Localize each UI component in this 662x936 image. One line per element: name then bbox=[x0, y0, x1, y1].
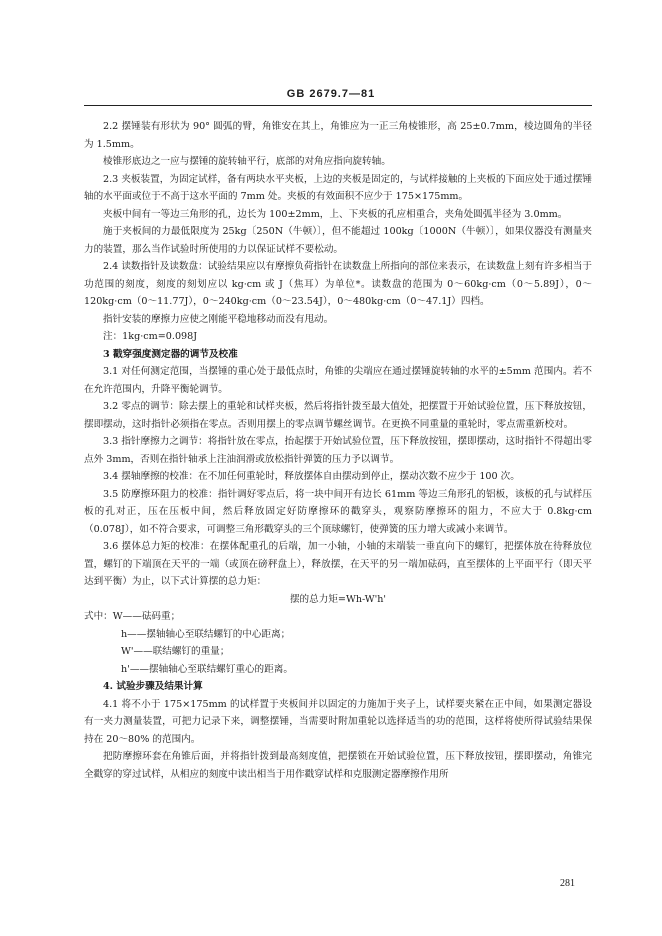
paragraph: 3.5 防摩擦环阻力的校准：指针调好零点后，将一块中间开有边长 61mm 等边三角形孔的铝板，该板的孔与试样压板的孔对正，压在压板中间，然后释放固定好防摩擦环的戳穿头，观察防摩擦环的阻力，不应大于 0.8kg·cm（0.078J），如不符合要求，可调整三角形戳穿头的三个顶球螺钉，使弹簧的压力增大或减小来调节。 bbox=[84, 488, 592, 535]
paragraph: 4.1 将不小于 175×175mm 的试样置于夹板间并以固定的力施加于夹子上，试样要夹紧在正中间，如果测定器设有一夹力测量装置，可把力记录下来，调整摆锤，当需要时附加重轮以选择适当的功的范围，这样将使所得试验结果保持在 20～80% 的范围内。 bbox=[84, 698, 592, 745]
formula: 摆的总力矩=Wh-W'h' bbox=[289, 593, 387, 605]
paragraph: 夹板中间有一等边三角形的孔，边长为 100±2mm，上、下夹板的孔应相重合，夹角处圆弧半径为 3.0mm。 bbox=[103, 208, 568, 220]
definition-item: W'——联结螺钉的重量； bbox=[121, 646, 230, 657]
paragraph: 2.2 摆锤装有形状为 90° 圆弧的臂，角锥安在其上，角锥应为一正三角棱锥形，高 25±0.7mm，棱边圆角的半径为 1.5mm。 bbox=[84, 121, 592, 150]
paragraph: 棱锥形底边之一应与摆锤的旋转轴平行，底部的对角应指向旋转轴。 bbox=[103, 156, 391, 167]
note: 注：1kg·cm=0.098J bbox=[103, 331, 198, 342]
header-rule bbox=[84, 105, 592, 106]
paragraph: 2.3 夹板装置，为固定试样，备有两块水平夹板，上边的夹板是固定的，与试样接触的上夹板的下面应处于通过摆锤轴的水平面或位于不高于这水平面的 7mm 处。夹板的有效面积不应少于 175×175mm。 bbox=[84, 173, 592, 202]
paragraph: 把防摩擦环套在角锥后面，并将指针拨到最高刻度值，把摆锁在开始试验位置，压下释放按钮，摆即摆动，角锥完全戳穿的穿过试样，从相应的刻度中读出相当于用作戳穿试样和克服测定器摩擦作用所 bbox=[84, 751, 592, 780]
definition-item: 式中：W——砝码重； bbox=[84, 611, 181, 622]
paragraph: 3.4 摆轴摩擦的校准：在不加任何重轮时，释放摆体自由摆动到停止，摆动次数不应少于 100 次。 bbox=[103, 471, 520, 482]
paragraph: 3.3 指针摩擦力之调节：将指针放在零点，抬起摆于开始试验位置，压下释放按钮，摆即摆动，这时指针不得超出零点外 3mm，否则在指针轴承上注油润滑或放松指针弹簧的压力予以调节。 bbox=[84, 436, 592, 465]
paragraph: 指针安装的摩擦力应使之刚能平稳地移动而没有甩动。 bbox=[103, 313, 334, 325]
section-heading: 3 戳穿强度测定器的调节及校准 bbox=[103, 348, 238, 360]
document-body bbox=[84, 118, 592, 783]
paragraph: 3.1 对任何测定范围，当摆锤的重心处于最低点时，角锥的尖端应在通过摆锤旋转轴的水平的±5mm 范围内。若不在允许范围内，升降平衡轮调节。 bbox=[84, 366, 592, 395]
definition-item: h'——摆轴轴心至联结螺钉重心的距离。 bbox=[121, 663, 293, 675]
definition-item: h——摆轴轴心至联结螺钉的中心距离； bbox=[121, 628, 291, 640]
section-heading: 4. 试验步骤及结果计算 bbox=[103, 681, 203, 692]
page-number: 281 bbox=[560, 878, 575, 889]
paragraph: 施于夹板间的力最低限度为 25kg〔250N（牛顿）〕，但不能超过 100kg〔1000N（牛顿）〕，如果仪器没有测量夹力的装置，那么当作试验时所使用的力以保证试样不要松动。 bbox=[84, 226, 592, 255]
paragraph: 2.4 读数指针及读数盘：试验结果应以有摩擦负荷指针在读数盘上所指向的部位来表示，在读数盘上刻有许多相当于功范围的刻度，刻度的刻划应以 kg·cm 或 J（焦耳）为单位*。读数盘的范围为 0～60kg·cm（0～5.89J），0～120kg·cm（0～11.77J），0～240kg·cm（0～23.54J），0～480kg·cm（0～47.1J）四档。 bbox=[84, 261, 592, 307]
paragraph: 3.2 零点的调节：除去摆上的重轮和试样夹板，然后将指针拨至最大值处，把摆置于开始试验位置，压下释放按钮，摆即摆动，这时指针必须指在零点。否则用摆上的零点调节螺丝调节。在更换不同重量的重轮时，零点需重新校对。 bbox=[84, 401, 592, 430]
paragraph: 3.6 摆体总力矩的校准：在摆体配重孔的后端，加一小轴，小轴的末端装一垂直向下的螺钉，把摆体放在待释放位置，螺钉的下端顶在天平的一端（或顶在磅秤盘上），释放摆，在天平的另一端加砝码，直至摆体的上平面平行（即天平达到平衡）为止，以下式计算摆的总力矩： bbox=[84, 541, 592, 587]
standard-code-header: GB 2679.7—81 bbox=[286, 88, 376, 100]
